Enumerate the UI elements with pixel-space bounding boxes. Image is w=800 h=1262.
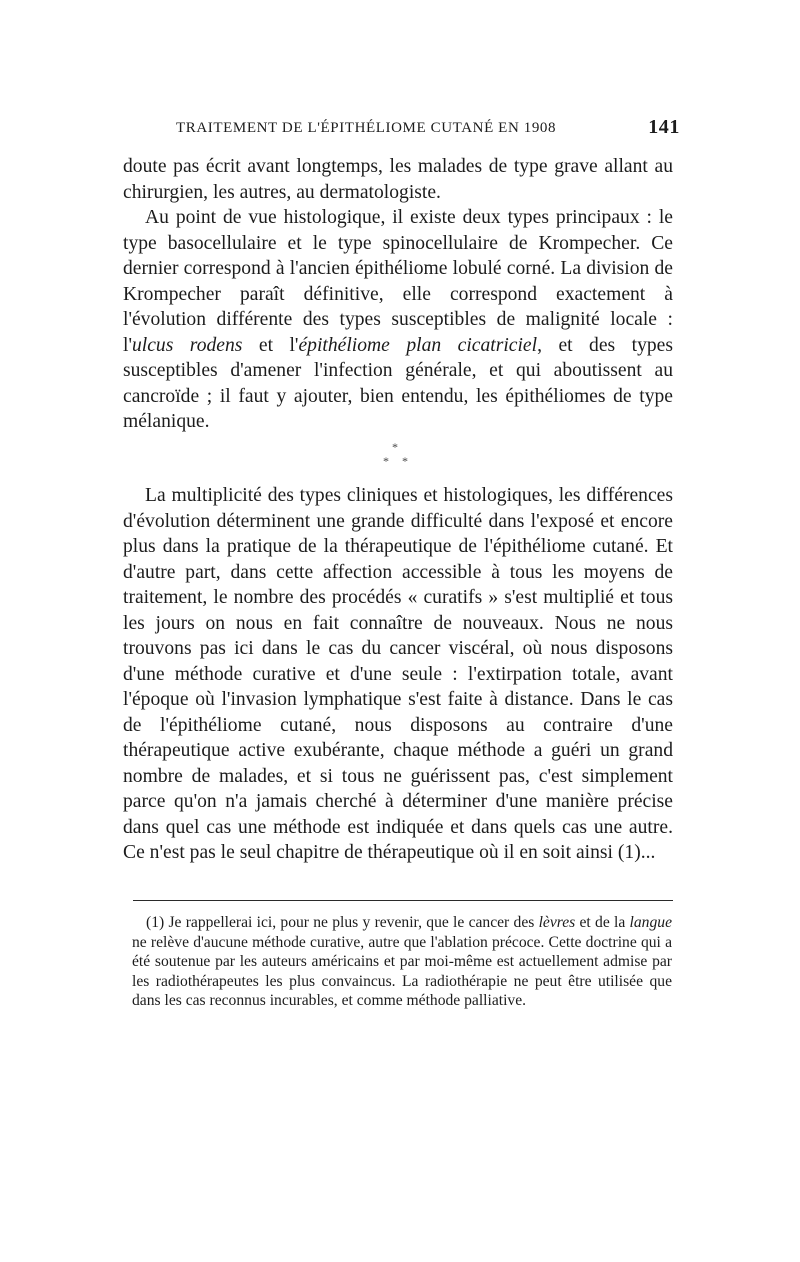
page-number: 141 [648,116,680,138]
asterisk-icon: * [392,440,398,454]
asterisk-icon: * [383,454,389,468]
levres-term: lèvres [538,914,576,931]
footnote-part1: (1) Je rappellerai ici, pour ne plus y revenir, que le cancer des [146,914,539,931]
main-text [123,154,673,435]
asterisk-icon: * [402,454,408,468]
epitheliome-plan-term: épithéliome plan cicatriciel [298,334,538,356]
paragraph-multiplicity: La multiplicité des types cliniques et histologiques, les différences d'évolution déterminent une grande difficulté dans l'exposé et encore plus dans la pratique de la thérapeutique de l'épithéliome cutané. Et d'autre part, dans cette affection accessible à tous les moyens de traitement, le nombre des procédés « curatifs » s'est multiplié et tous les jours on nous en fait connaître de nouveaux. Nous ne nous trouvons pas ici dans le cas du cancer viscéral, où nous disposons d'une méthode curative et d'une seule : l'extirpation totale, avant l'époque où l'invasion lymphatique s'est faite à distance. Dans le cas de l'épithéliome cutané, nous disposons au contraire d'une thérapeutique active exubérante, chaque méthode a guéri un grand nombre de malades, et si tous ne guérissent pas, c'est simplement parce qu'on n'a jamais cherché à déterminer d'une manière précise dans quel cas une méthode est indiquée et dans quels cas une autre. Ce n'est pas le seul chapitre de thérapeutique où il en soit ainsi (1)... [123,485,673,863]
paragraph-histology-part1: Au point de vue histologique, il existe deux types principaux : le type basocellulaire et le type spinocellulaire de Krompecher. Ce dernier correspond à l'ancien épithéliome lobulé corné. La division de Krompecher paraît définitive, elle correspond exactement à l'évolution différente des types susceptibles de malignité locale : l' [123,207,673,356]
footnote [132,913,672,1011]
second-section [123,483,673,866]
footnote-part2: et de la [575,914,630,931]
paragraph-histology [123,205,673,435]
page-header [176,116,680,144]
langue-term: langue [629,914,672,931]
ulcus-rodens-term: ulcus rodens [131,334,243,356]
paragraph-histology-part3: , et des types susceptibles d'amener l'infection générale, et qui aboutissent au cancroïde ; il faut y ajouter, bien entendu, les épithéliomes de type mélanique. [123,334,673,432]
section-separator [380,440,420,470]
running-title: TRAITEMENT DE L'ÉPITHÉLIOME CUTANÉ EN 1908 [176,120,557,136]
paragraph-continued: doute pas écrit avant longtemps, les malades de type grave allant au chirurgien, les autres, au dermatologiste. [123,156,673,203]
footnote-text [132,913,672,1011]
paragraph-histology-part2: et l' [242,334,299,356]
footnote-part3: ne relève d'aucune méthode curative, autre que l'ablation précoce. Cette doctrine qui a été soutenue par les auteurs américains et par moi-même est actuellement admise par les radiothérapeutes les plus convaincus. La radiothérapie ne peut être utilisée que dans les cas reconnus incurables, et comme méthode palliative. [132,933,672,1010]
footnote-rule [133,900,673,901]
